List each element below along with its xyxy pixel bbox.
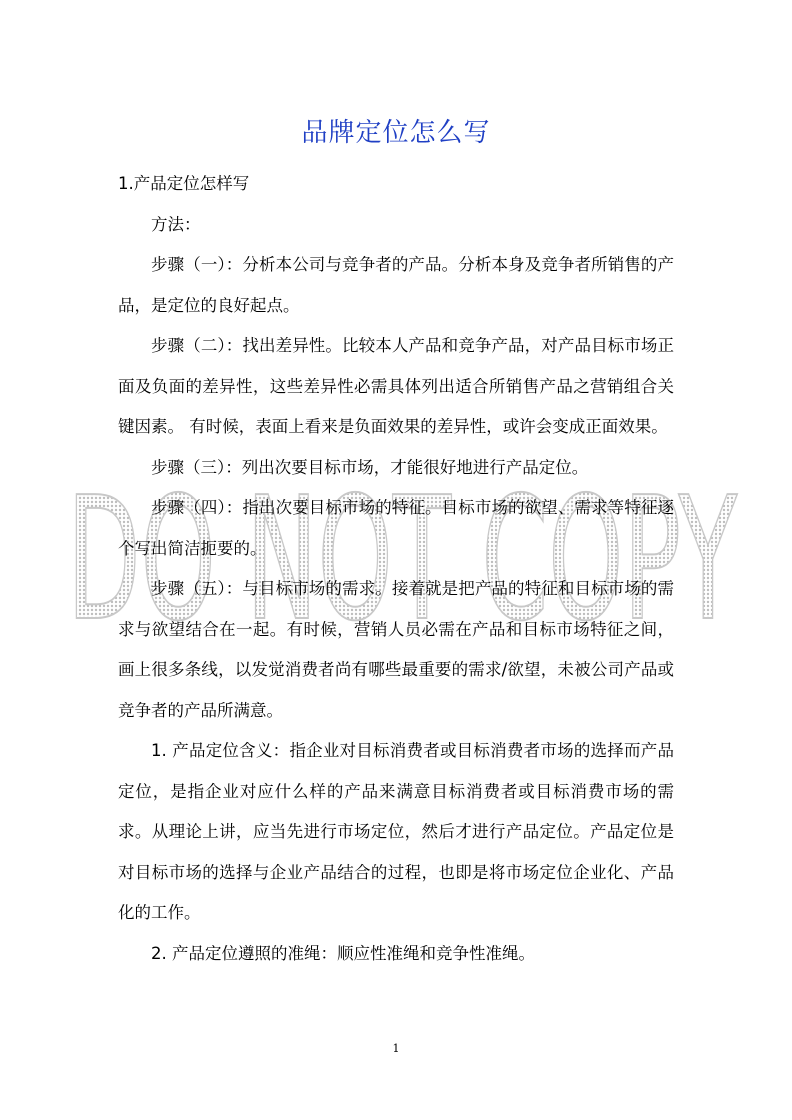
document-body (118, 164, 674, 974)
method-label: 方法： (151, 214, 201, 234)
section-heading: 1.产品定位怎样写 (118, 174, 250, 193)
point-2-paragraph: 2. 产品定位遵照的准绳：顺应性准绳和竞争性准绳。 (151, 943, 535, 963)
step-3-paragraph: 步骤（三）：列出次要目标市场，才能很好地进行产品定位。 (151, 457, 589, 477)
step-5-paragraph: 步骤（五）：与目标市场的需求。接着就是把产品的特征和目标市场的需求与欲望结合在一起。有时候，营销人员必需在产品和目标市场特征之间，画上很多条线，以发觉消费者尚有哪些最重要的需求/欲望，未被公司产品或竞争者的产品所满意。 (118, 579, 674, 720)
document-title: 品牌定位怎么写 (301, 118, 491, 148)
point-1-paragraph: 1. 产品定位含义：指企业对目标消费者或目标消费者市场的选择而产品定位，是指企业对应什么样的产品来满意目标消费者或目标消费市场的需求。从理论上讲，应当先进行市场定位，然后才进行产品定位。产品定位是对目标市场的选择与企业产品结合的过程，也即是将市场定位企业化、产品化的工作。 (118, 741, 674, 922)
step-4-paragraph: 步骤（四）：指出次要目标市场的特征。目标市场的欲望、需求等特征逐个写出简洁扼要的。 (118, 498, 674, 558)
step-1-paragraph: 步骤（一）：分析本公司与竞争者的产品。分析本身及竞争者所销售的产品，是定位的良好起点。 (118, 255, 674, 315)
page-number: 1 (392, 1042, 400, 1055)
step-2-paragraph: 步骤（二）：找出差异性。比较本人产品和竞争产品，对产品目标市场正面及负面的差异性，这些差异性必需具体列出适合所销售产品之营销组合关键因素。 有时候，表面上看来是负面效果的差异性，或许会变成正面效果。 (118, 336, 674, 436)
watermark-text: DO NOT COPY (67, 480, 738, 630)
